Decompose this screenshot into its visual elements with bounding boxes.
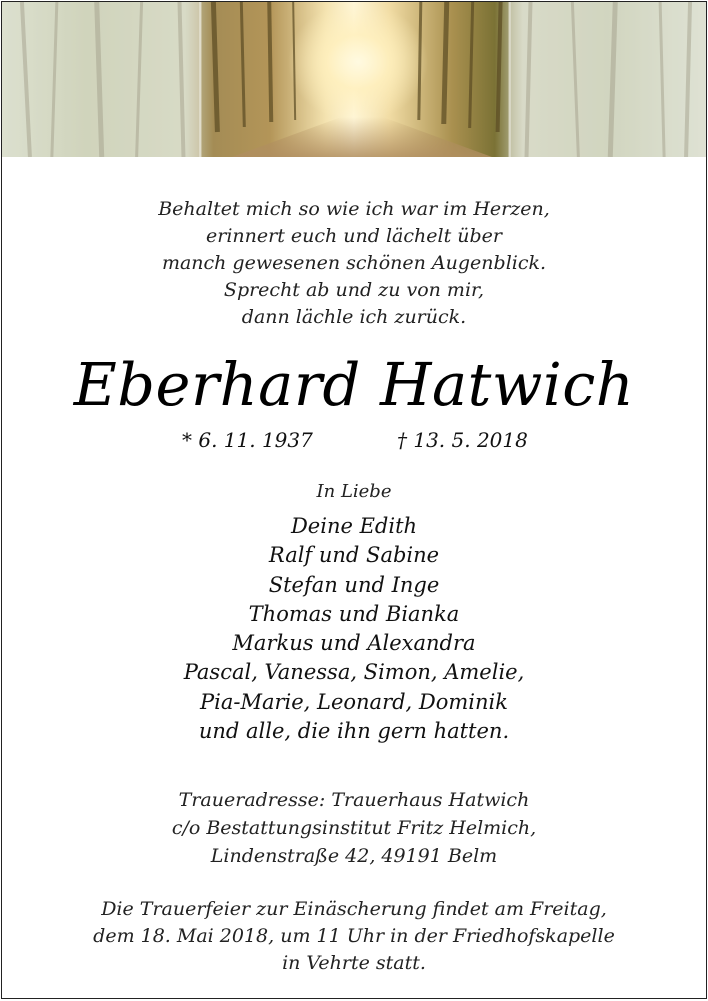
service-line: dem 18. Mai 2018, um 11 Uhr in der Friedhofskapelle xyxy=(93,925,615,947)
deceased-name: Eberhard Hatwich xyxy=(73,350,635,419)
mourner-line: Stefan und Inge xyxy=(268,572,440,597)
funeral-service-info xyxy=(2,896,706,977)
mourner-line: Markus und Alexandra xyxy=(232,631,476,656)
birth-date: * 6. 11. 1937 xyxy=(182,428,313,452)
service-line: Die Trauerfeier zur Einäscherung findet am Freitag, xyxy=(101,898,607,920)
mourner-line: Pascal, Vanessa, Simon, Amelie, xyxy=(183,660,525,685)
address-line: Traueradresse: Trauerhaus Hatwich xyxy=(178,789,530,811)
address-line: Lindenstraße 42, 49191 Belm xyxy=(210,845,498,867)
mourner-line: Thomas und Bianka xyxy=(248,601,460,626)
obituary-notice xyxy=(1,1,707,999)
verse-line: Behaltet mich so wie ich war im Herzen, xyxy=(158,198,550,220)
mourner-line: Pia-Marie, Leonard, Dominik xyxy=(200,689,508,714)
mourner-line: Deine Edith xyxy=(290,514,418,538)
verse-line: manch gewesenen schönen Augenblick. xyxy=(161,252,547,274)
memorial-verse xyxy=(2,196,706,331)
verse-line: dann lächle ich zurück. xyxy=(241,306,467,328)
mourners-list xyxy=(2,512,706,746)
mourner-line: Ralf und Sabine xyxy=(268,543,440,568)
mourning-address xyxy=(2,786,706,870)
in-love-heading: In Liebe xyxy=(316,481,392,502)
verse-line: Sprecht ab und zu von mir, xyxy=(223,279,485,301)
address-line: c/o Bestattungsinstitut Fritz Helmich, xyxy=(171,817,537,839)
death-date: † 13. 5. 2018 xyxy=(397,428,528,452)
verse-line: erinnert euch und lächelt über xyxy=(206,225,502,247)
service-line: in Vehrte statt. xyxy=(282,952,426,974)
forest-path-photo xyxy=(2,2,706,157)
mourner-line: und alle, die ihn gern hatten. xyxy=(198,719,510,744)
